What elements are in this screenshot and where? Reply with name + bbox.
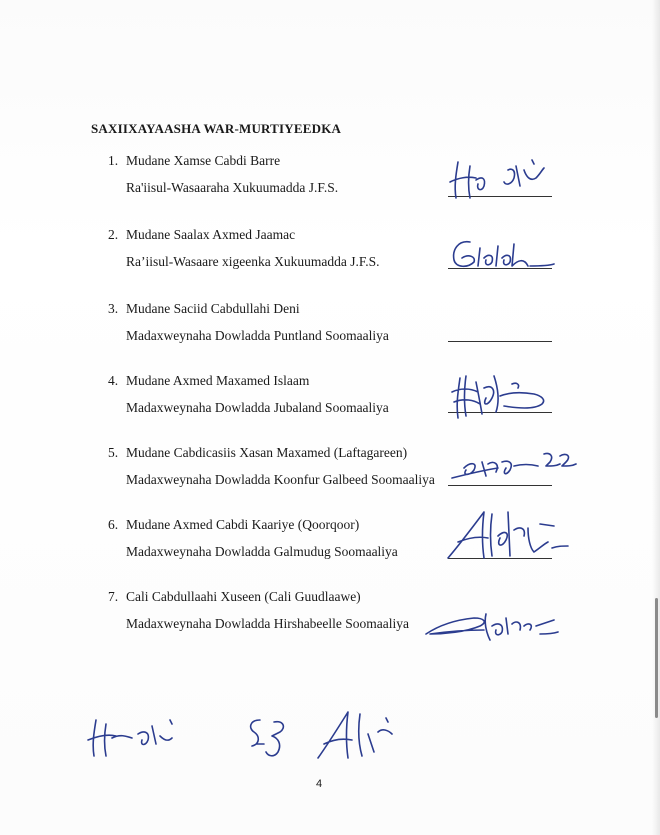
signatory-number: 1. (108, 153, 119, 168)
signature-5 (448, 448, 580, 482)
signatory-entry-2 (108, 226, 380, 271)
signatory-title: Madaxweynaha Dowladda Hirshabeelle Soomaaliya (126, 616, 410, 631)
signatory-entry-4 (108, 372, 389, 417)
initials-3 (312, 708, 408, 760)
page-number: 4 (316, 778, 323, 790)
signature-6 (444, 508, 570, 564)
signature-7 (424, 604, 560, 644)
signatory-title: Ra’iisul-Wasaare xigeenka Xukuumadda J.F.S. (126, 254, 380, 269)
signatory-entry-5 (108, 444, 435, 489)
signatory-number: 7. (108, 589, 119, 604)
signatory-name: Mudane Saciid Cabdullahi Deni (126, 301, 300, 316)
signatory-name: Mudane Xamse Cabdi Barre (126, 153, 281, 168)
signatory-title: Madaxweynaha Dowladda Puntland Soomaaliya (126, 328, 389, 343)
document-heading: SAXIIXAYAASHA WAR-MURTIYEEDKA (91, 121, 342, 136)
signatory-name: Mudane Axmed Cabdi Kaariye (Qoorqoor) (126, 517, 360, 532)
signature-line-3 (448, 341, 552, 342)
signatory-number: 6. (108, 517, 119, 532)
signatory-entry-3 (108, 300, 389, 345)
signature-1 (446, 156, 556, 202)
scrollbar-thumb[interactable] (655, 598, 658, 718)
signatory-number: 4. (108, 373, 119, 388)
signature-4 (446, 370, 558, 422)
signatory-title: Madaxweynaha Dowladda Jubaland Soomaaliya (126, 400, 389, 415)
signature-2 (448, 236, 558, 272)
signatory-number: 2. (108, 227, 119, 242)
signatory-name: Mudane Axmed Maxamed Islaam (126, 373, 310, 388)
signatory-entry-6 (108, 516, 398, 561)
signatory-number: 5. (108, 445, 119, 460)
initials-2 (244, 714, 294, 760)
initials-1 (86, 714, 182, 760)
signatory-name: Cali Cabdullaahi Xuseen (Cali Guudlaawe) (126, 589, 361, 604)
signatory-title: Madaxweynaha Dowladda Galmudug Soomaaliya (126, 544, 398, 559)
signatory-entry-1 (108, 152, 338, 197)
signatory-title: Ra'iisul-Wasaaraha Xukuumadda J.F.S. (126, 180, 339, 195)
signatory-name: Mudane Cabdicasiis Xasan Maxamed (Laftagareen) (126, 445, 408, 460)
signatory-number: 3. (108, 301, 119, 316)
signatory-entry-7 (108, 588, 409, 633)
signature-line-5 (448, 485, 552, 486)
signatory-name: Mudane Saalax Axmed Jaamac (126, 227, 296, 242)
signatory-title: Madaxweynaha Dowladda Koonfur Galbeed Soomaaliya (126, 472, 435, 487)
